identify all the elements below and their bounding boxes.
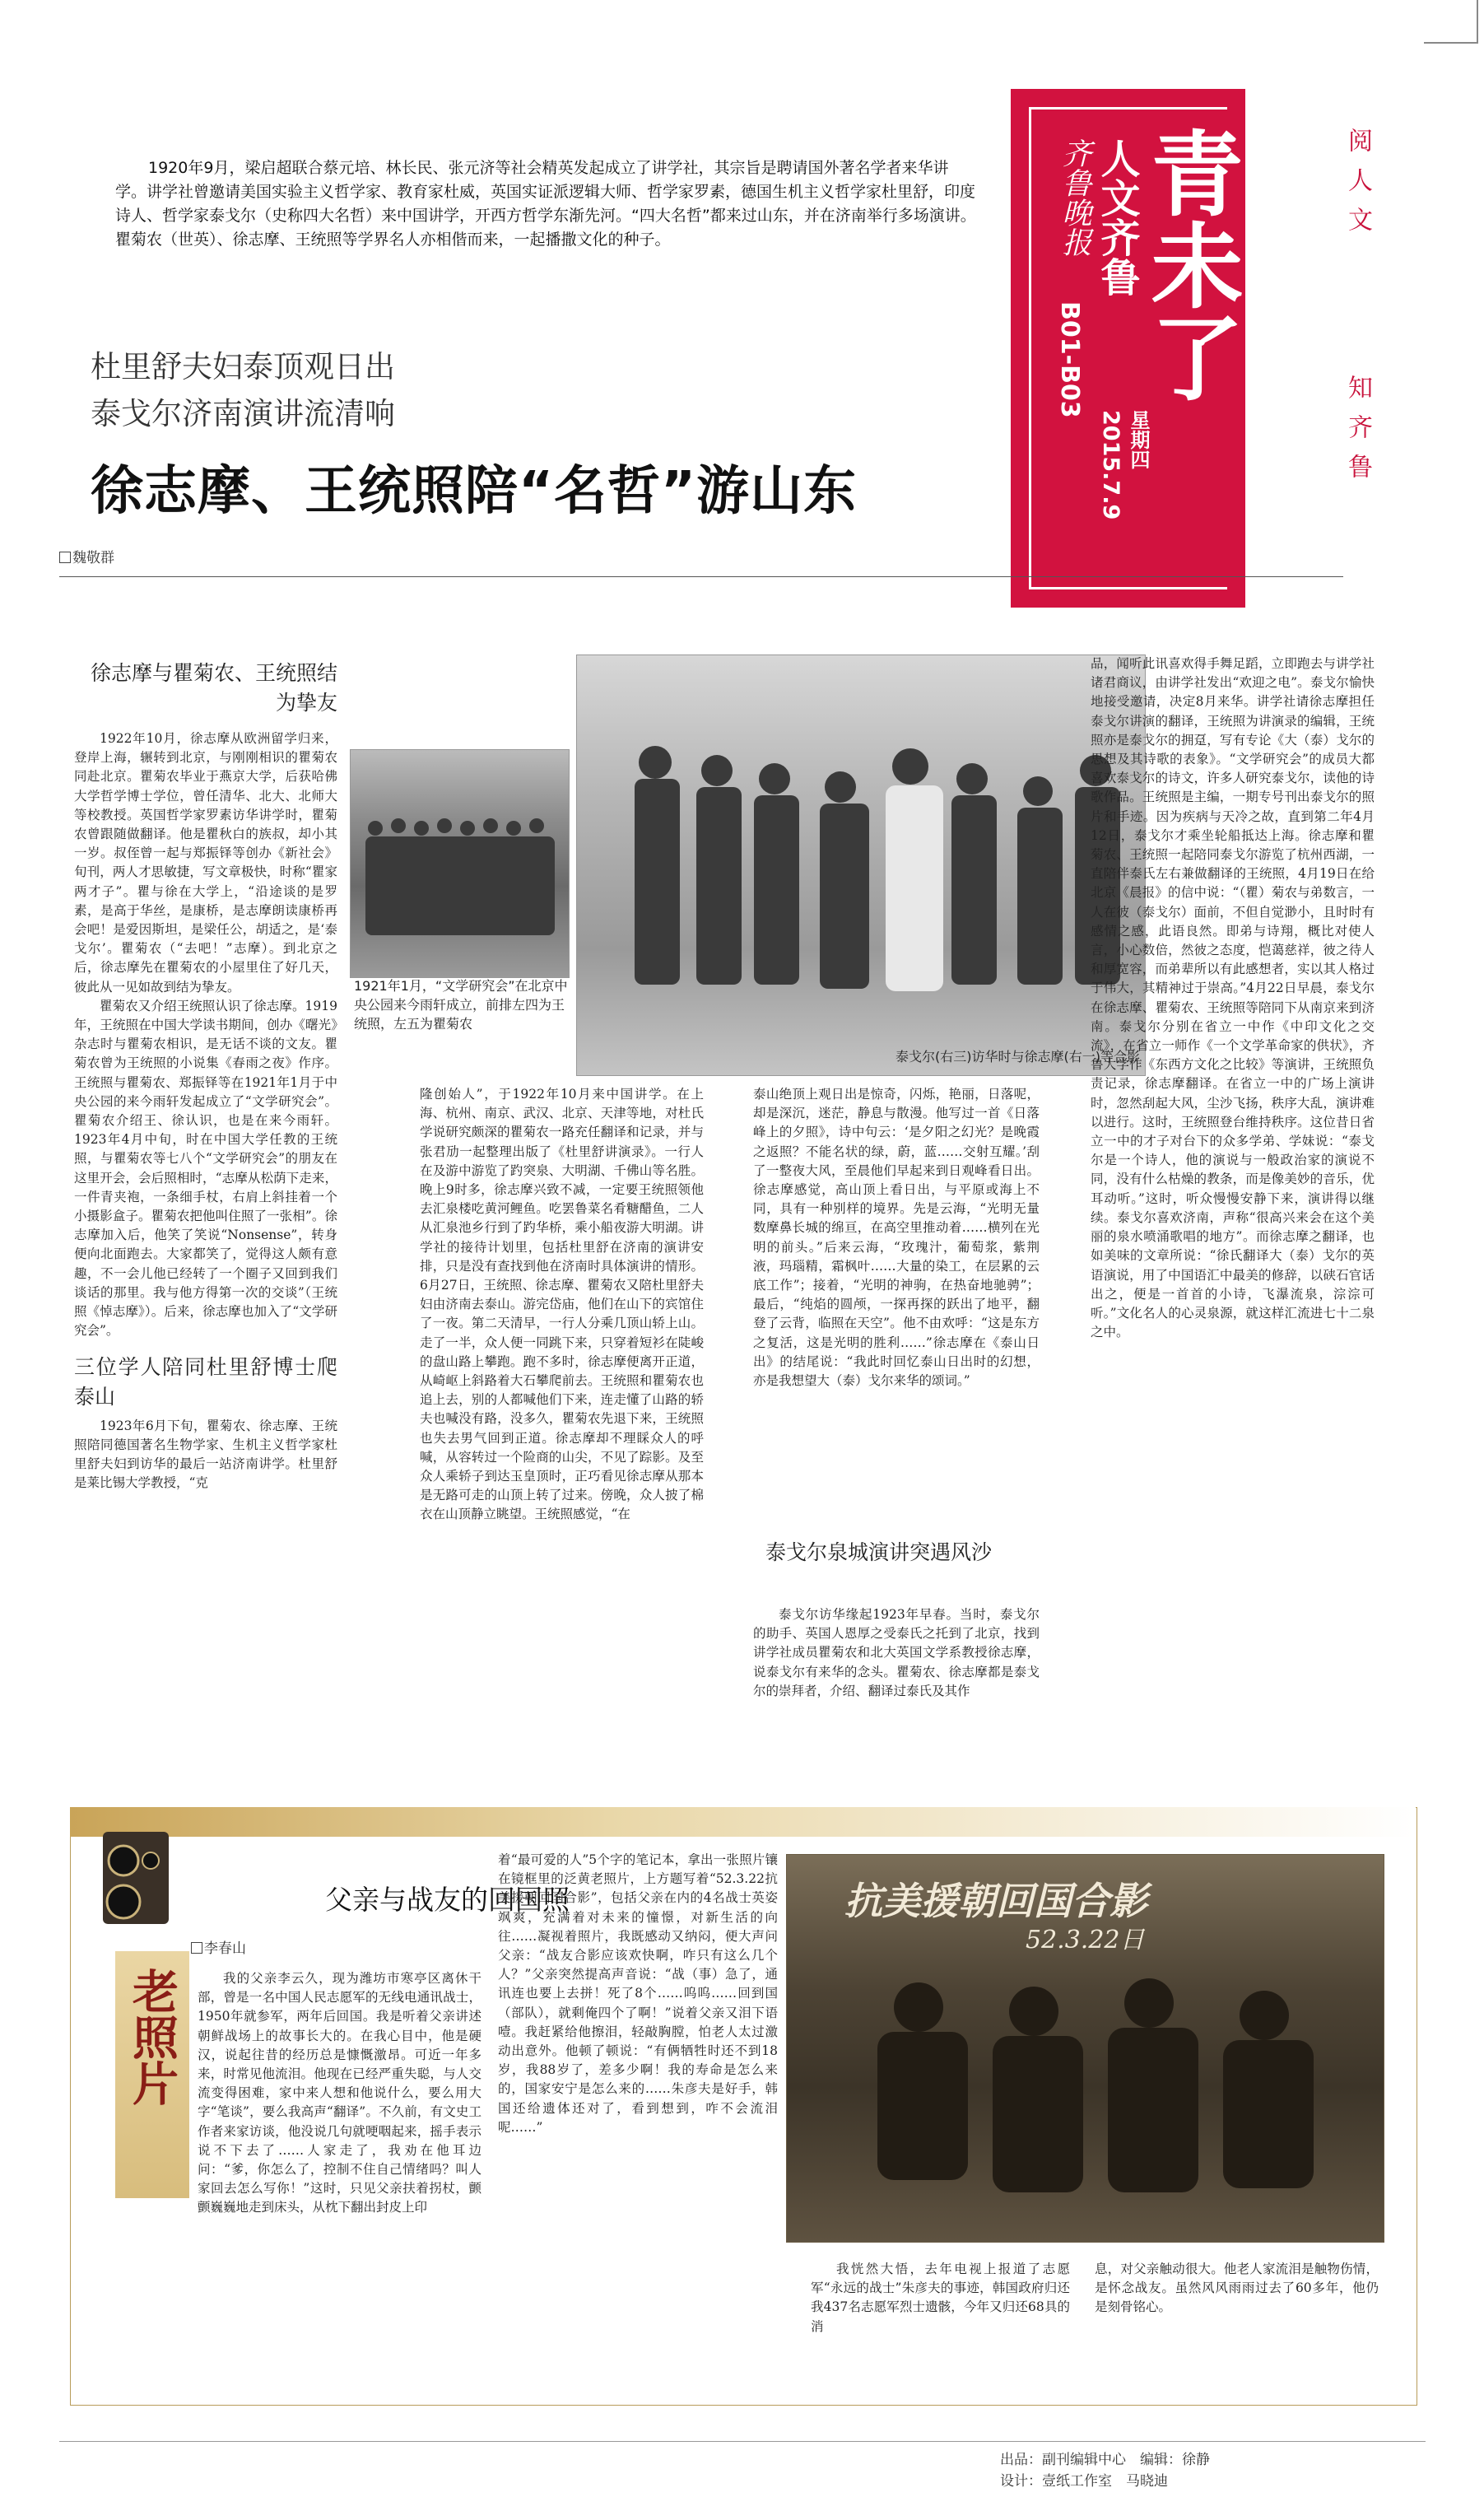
camera-icon [95, 1824, 177, 1931]
credits-design: 设计：壹纸工作室 马晓迪 [1000, 2473, 1168, 2490]
story2-col2-text: 着“最可爱的人”5个字的笔记本，拿出一张照片镶在镜框里的泛黄老照片，上方题写着“52.3.22抗美援朝回国合影”，包括父亲在内的4名战士英姿飒爽，充满着对未来的憧憬，对新生活的向往……凝视着照片，我既感动又纳闷，便大声问父亲：“战友合影应该欢快啊，咋只有这么几个人？”父亲突然提高声音说：“战（事）急了，通讯连也要上去拼！死了8个……呜呜……回到国（部队），就剩俺四个了啊！”说着父亲又泪下语噎。我赶紧给他擦泪，轻敲胸膛，怕老人太过激动出意外。他顿了顿说：“有俩牺牲时还不到18岁，我88岁了，差多少啊！我的寿命是怎么来的，国家安宁是怎么来的……朱彦夫是好手，韩国还给遗体还对了，看到想到，咋不会流泪呢……” [498, 1852, 778, 2135]
story2-column-3 [811, 2260, 1070, 2396]
col4-text: 品，闻听此讯喜欢得手舞足蹈，立即跑去与讲学社诸君商议，由讲学社发出“欢迎之电”。泰戈尔愉快地接受邀请，决定8月来华。讲学社请徐志摩担任泰戈尔讲演的翻译，王统照为讲演录的编辑，王统照亦是泰戈尔的拥趸，写有专论《大（泰）戈尔的思想及其诗歌的表象》。“文学研究会”的成员大都喜欢泰戈尔的诗文，许多人研究泰戈尔，读他的诗歌作品。王统照是主编，一期专号刊出泰戈尔的照片和手迹。因为疾病与天冷之故，直到第二年4月12日，泰戈尔才乘坐轮船抵达上海。徐志摩和瞿菊农、王统照一起陪同泰戈尔游览了杭州西湖，一直陪伴泰氏左右兼做翻译的王统照，4月19日在给北京《晨报》的信中说：“（瞿）菊农与弟数言，一人在彼（泰戈尔）面前，不但自觉渺小，且时时有感情之感，此语良然。即弟与诗翔，概比对使人言，小心数倍，然彼之态度，恺蔼慈祥，彼之待人和厚宽容，而弟辈所以有此感想者，实以其人格过于伟大，其精神过于崇高。”4月22日早晨，泰戈尔在徐志摩、瞿菊农、王统照等陪同下从南京来到济南。泰戈尔分别在省立一中作《中印文化之交流》，在省立一师作《一个文学革命家的供状》，齐鲁大学作《东西方文化之比较》等演讲，王统照负责记录，徐志摩翻译。在省立一中的广场上演讲时，忽然刮起大风，尘沙飞扬，秩序大乱，演讲难以进行。这时，王统照登台维持秩序。这位昔日省立一中的才子对台下的众多学弟、学妹说：“泰戈尔是一个诗人，他的演说与一般政治家的演说不同，没有什么枯燥的教条，而是像美妙的音乐，优耳动听。”这时，听众慢慢安静下来，演讲得以继续。泰戈尔喜欢济南，声称“很高兴来会在这个美丽的泉水喷涌歌唱的地方”。而徐志摩之翻译，也如美味的文章所说：“徐氏翻译大（泰）戈尔的英语演说，用了中国语汇中最美的修辞，以硖石官话出之，便是一首首的小诗，飞瀑流泉，淙淙可听。”文化名人的心灵泉源，就这样汇流进七十二泉之中。 [1091, 656, 1375, 1340]
tagore-photo-caption: 泰戈尔(右三)访华时与徐志摩(右一)等合影 [896, 1049, 1140, 1064]
story2-author: 李春山 [204, 1940, 246, 1957]
photo-inscription: 抗美援朝回国合影 [844, 1879, 1147, 1923]
column-3 [753, 1085, 1040, 1534]
col3-text: 泰山绝顶上观日出是惊奇，闪烁，艳丽，日落呢，却是深沉，迷茫，静息与散漫。他写过一首《日落峰上的夕照》，诗中句云：‘是夕阳之幻光？是晚霞之返照？不能名状的绿，蔚，蓝……交射互耀。’刮了一整夜大风，至晨他们早起来到日观峰看日出。徐志摩感觉，高山顶上看日出，与平原或海上不同，具有一种别样的境界。先是云海，“光明无量数摩鼻长城的绵亘，在高空里推动着……横列在光明的前头。”后来云海，“玫瑰汁，葡萄浆，紫荆液，玛瑙精，霜枫叶……大量的染工，在层累的云底工作”；接着，“光明的神驹，在热奋地驰骋”；最后，“纯焰的圆颅，一探再探的跃出了地平，翻登了云背，临照在天空”。他不由欢呼：“这是东方之复活，这是光明的胜利……”徐志摩在《泰山日出》的结尾说：“我此时回忆泰山日出时的幻想，亦是我想望大（泰）戈尔来华的颂词。” [753, 1087, 1040, 1389]
story2-col3-text: 我恍然大悟，去年电视上报道了志愿军“永远的战士”朱彦夫的事迹，韩国政府归还我437名志愿军烈士遗骸，今年又归还68具的消 [811, 2262, 1070, 2334]
photo-date: 52.3.22日 [1026, 1926, 1145, 1954]
story2-column-2 [498, 1851, 778, 2398]
section2-text: 1923年6月下旬，瞿菊农、徐志摩、王统照陪同德国著名生物学家、生机主义哲学家杜里舒夫妇到访华的最后一站济南讲学。杜里舒是莱比锡大学教授，“克 [74, 1418, 337, 1491]
corner-mark-icon [1424, 0, 1484, 49]
byline-author: 魏敬群 [72, 550, 114, 566]
slogan-right: 阅人文 [1343, 128, 1372, 246]
column-title: 青未了 [1136, 126, 1243, 403]
weekday: 星期四 [1127, 410, 1150, 469]
masthead [1011, 89, 1245, 608]
story2-byline-square-icon [191, 1942, 202, 1954]
divider-bottom [59, 2441, 1426, 2442]
page-range: B01-B03 [1055, 301, 1084, 418]
soldiers-figures-icon [787, 1855, 1384, 2242]
return-photo [786, 1854, 1384, 2243]
old-photo-band [70, 1807, 1416, 1837]
tagore-photo [576, 655, 1146, 1076]
story2-byline [191, 1936, 246, 1957]
story2-column-4 [1095, 2260, 1379, 2396]
story2-col4-text: 息，对父亲触动很大。他老人家流泪是触物伤情，是怀念战友。虽然风风雨雨过去了60多年，他仍是刻骨铭心。 [1095, 2262, 1379, 2315]
section1-heading: 徐志摩与瞿菊农、王统照结为挚友 [90, 661, 337, 715]
byline-square-icon [59, 552, 71, 563]
byline [59, 546, 114, 566]
group-photo-figures-icon [351, 750, 569, 977]
column-label: 老照片 [125, 1968, 179, 2106]
subhead-2: 泰戈尔济南演讲流清响 [91, 396, 395, 431]
subhead-1: 杜里舒夫妇泰顶观日出 [91, 349, 395, 384]
divider-top [59, 576, 1343, 577]
section2-heading: 三位学人陪同杜里舒博士爬泰山 [74, 1354, 337, 1409]
story2-column-1 [198, 1969, 481, 2397]
paper-name: 齐鲁晚报 [1058, 138, 1091, 257]
page-headline: 徐志摩、王统照陪“名哲”游山东 [91, 461, 858, 522]
tagore-photo-figures-icon [577, 655, 1145, 1075]
section1-text: 1922年10月，徐志摩从欧洲留学归来，登岸上海，辗转到北京，与刚刚相识的瞿菊农同赴北京。瞿菊农毕业于燕京大学，后获哈佛大学哲学博士学位，曾任清华、北大、北师大等校教授。英国哲学家罗素访华讲学时，瞿菊农曾跟随做翻译。他是瞿秋白的族叔，却小其一岁。叔侄曾一起与郑振铎等创办《新社会》旬刊，两人才思敏捷，写文章极快，时称“瞿家两才子”。瞿与徐在大学上，“沿途谈的是罗素，是高于华丝，是康桥，是志摩朗读康桥再会吧！是爱因斯坦，是梁任公，胡适之，是‘泰戈尔’。瞿菊农（“去吧！”志摩）。到北京之后，徐志摩先在瞿菊农的小屋里住了好几天，彼此从一见如故到结为挚友。 [74, 731, 337, 995]
credits [1000, 2449, 1210, 2492]
column-4 [1091, 655, 1375, 1795]
section3-text: 泰戈尔访华缘起1923年早春。当时，泰戈尔的助手、英国人恩厚之受泰氏之托到了北京，找到讲学社成员瞿菊农和北大英国文学系教授徐志摩，说泰戈尔有来华的念头。瞿菊农、徐志摩都是泰戈尔的崇拜者，介绍、翻译过泰氏及其作 [753, 1607, 1040, 1698]
story2-col1-text: 我的父亲李云久，现为潍坊市寒亭区离休干部，曾是一名中国人民志愿军的无线电通讯战士，1950年就参军，两年后回国。我是听着父亲讲述朝鲜战场上的故事长大的。在我心目中，他是硬汉，说起往昔的经历总是慷慨激昂。可近一年多来，时常见他流泪。他现在已经严重失聪，与人交流变得困难，家中来人想和他说什么，要么用大字“笔谈”，要么我高声“翻译”。不久前，有文史工作者来家访谈，他没说几句就哽咽起来，摇手表示说不下去了……人家走了，我劝在他耳边问：“爹，你怎么了，控制不住自己情绪吗？叫人家回去怎么写你！”这时，只见父亲扶着拐杖，颤颤巍巍地走到床头，从枕下翻出封皮上印 [198, 1971, 481, 2215]
section-title: 人文齐鲁 [1094, 138, 1140, 296]
credits-editor: 出品：副刊编辑中心 编辑：徐静 [1000, 2452, 1210, 2468]
section3-body [753, 1605, 1040, 1795]
intro-paragraph: 1920年9月，梁启超联合蔡元培、林长民、张元济等社会精英发起成立了讲学社，其宗旨是聘请国外著名学者来华讲学。讲学社曾邀请美国实验主义哲学家、教育家杜威，英国实证派逻辑大师、哲学家罗素，德国生机主义哲学家杜里舒，印度诗人、哲学家泰戈尔（史称四大名哲）来中国讲学，开西方哲学东渐先河。“四大名哲”都来过山东，并在济南举行多场演讲。瞿菊农（世英）、徐志摩、王统照等学界名人亦相偕而来，一起播撒文化的种子。 [115, 159, 976, 249]
issue-date: 2015.7.9 [1098, 410, 1123, 520]
column-1 [74, 729, 337, 1898]
col2-text: 隆创始人”，于1922年10月来中国讲学。在上海、杭州、南京、武汉、北京、天津等地，对杜氏学说研究颇深的瞿菊农一路充任翻译和记录，并与张君劢一起整理出版了《杜里舒讲演录》。一行人在及游中游览了趵突泉、大明湖、千佛山等名胜。晚上9时多，徐志摩兴致不减，一定要王统照领他去汇泉楼吃黄河鲤鱼。吃罢鲁菜名肴糖醋鱼，二人从汇泉池乡行到了趵华桥，乘小船夜游大明湖。讲学社的接待计划里，包括杜里舒在济南的演讲安排，只是没有查找到他在济南时具体演讲的情形。6月27日，王统照、徐志摩、瞿菊农又陪杜里舒夫妇由济南去泰山。游完岱庙，他们在山下的宾馆住了一夜。第二天清早，一行人分乘几顶山轿上山。走了一半，众人便一同跳下来，只穿着短衫在陡峻的盘山路上攀跑。跑不多时，徐志摩便离开正道，从崎岖上斜路着大石攀爬前去。王统照和瞿菊农也追上去，别的人都喊他们下来，连走懂了山路的轿夫也喊没有路，没多久，瞿菊农先退下来，王统照也失去男气回到正道。徐志摩却不理睬众人的呼喊，从容转过一个险商的山尖，不见了踪影。及至众人乘轿子到达玉皇顶时，正巧看见徐志摩从那本是无路可走的山顶上转了过来。傍晚，众人披了棉衣在山顶静立眺望。王统照感觉，“在 [420, 1087, 704, 1522]
section1b-text: 瞿菊农又介绍王统照认识了徐志摩。1919年，王统照在中国大学读书期间，创办《曙光》杂志时与瞿菊农相识，是无话不谈的文友。瞿菊农曾为王统照的小说集《春雨之夜》作序。王统照与瞿菊农、郑振铎等在1921年1月于中央公园的来今雨轩发起成立了“文学研究会”。瞿菊农介绍王、徐认识，也是在来今雨轩。1923年4月中旬，时在中国大学任教的王统照，与瞿菊农等七八个“文学研究会”的朋友在这里开会，会后照相时，“志摩从松荫下走来，一件青夹袍，一条细手杖，右肩上斜挂着一个小摄影盒子。瞿菊农把他叫住照了一张相”。徐志摩加入后，他笑了笑说“Nonsense”，转身便向北面跑去。大家都笑了，觉得这人颇有意趣，不一会儿他已经转了一个圈子又回到我们谈话的那里。我与他方得第一次的交谈”（王统照《悼志摩》）。后来，徐志摩也加入了“文学研究会”。 [74, 998, 337, 1339]
column-2 [420, 1085, 704, 1793]
slogan-left: 知齐鲁 [1343, 375, 1372, 493]
story2-title: 父亲与战友的回国照 [325, 1884, 570, 1916]
group-photo-caption: 1921年1月，“文学研究会”在北京中央公园来今雨轩成立，前排左四为王统照，左五为瞿菊农 [354, 978, 568, 1032]
group-photo [350, 749, 570, 978]
section3-heading: 泰戈尔泉城演讲突遇风沙 [765, 1540, 993, 1564]
